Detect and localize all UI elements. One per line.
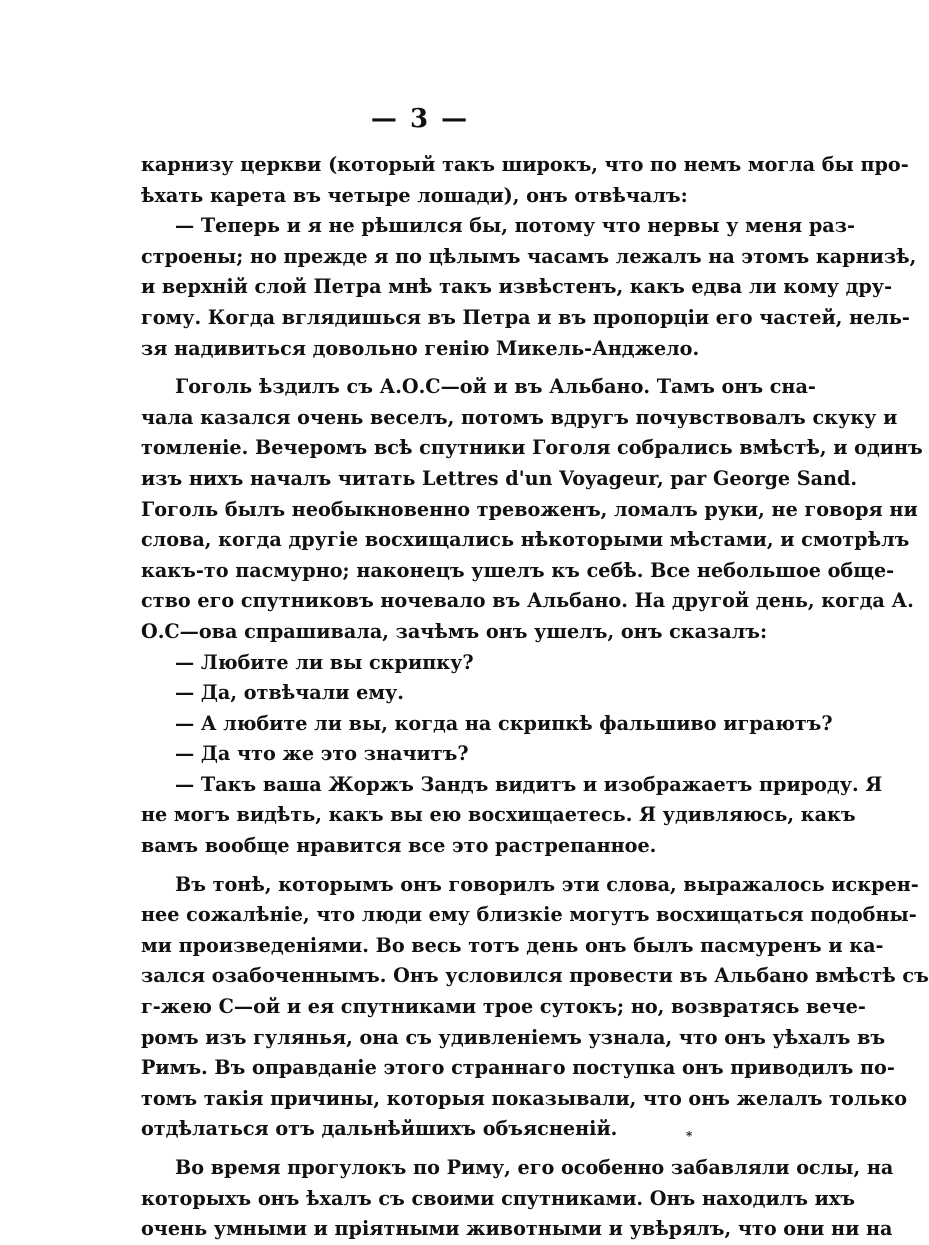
text-line: строены; но прежде я по цѣлымъ часамъ лежалъ на этомъ карнизѣ, (141, 244, 917, 268)
text-line: ѣхать карета въ четыре лошади), онъ отвѣчалъ: (141, 183, 688, 207)
text-line: ми произведеніями. Во весь тотъ день онъ былъ пасмуренъ и ка- (141, 933, 884, 957)
text-line: вамъ вообще нравится все это растрепанное. (141, 834, 657, 858)
text-line: томъ такія причины, которыя показывали, что онъ желалъ только (141, 1086, 908, 1110)
text-line: очень умными и пріятными животными и увѣрялъ, что они ни на (141, 1217, 893, 1241)
text-line: ромъ изъ гулянья, она съ удивленіемъ узнала, что онъ уѣхалъ въ (141, 1025, 886, 1049)
text-line: томленіе. Вечеромъ всѣ спутники Гоголя собрались вмѣстѣ, и одинъ (141, 436, 923, 460)
text-line: гому. Когда вглядишься въ Петра и въ пропорціи его частей, нель- (141, 305, 910, 329)
text-line: и верхній слой Петра мнѣ такъ извѣстенъ, какъ едва ли кому дру- (141, 275, 893, 299)
text-line: — Да, отвѣчали ему. (175, 681, 404, 705)
text-line: которыхъ онъ ѣхалъ съ своими спутниками. Онъ находилъ ихъ (141, 1186, 855, 1210)
text-line: Гоголь ѣздилъ съ А.О.С—ой и въ Альбано. Тамъ онъ сна- (175, 375, 816, 399)
text-line: О.С—ова спрашивала, зачѣмъ онъ ушелъ, онъ сказалъ: (141, 619, 768, 643)
text-line: ство его спутниковъ ночевало въ Альбано. На другой день, когда А. (141, 589, 914, 613)
text-line: Гоголь былъ необыкновенно тревоженъ, ломалъ руки, не говоря ни (141, 497, 918, 521)
text-line: отдѣлаться отъ дальнѣйшихъ объясненій. (141, 1117, 618, 1141)
text-line: г-жею С—ой и ея спутниками трое сутокъ; но, возвратясь вече- (141, 995, 866, 1019)
text-line: — Такъ ваша Жоржъ Зандъ видитъ и изображаетъ природу. Я (175, 772, 883, 796)
text-line: зя надивиться довольно генію Микель-Анджело. (141, 336, 700, 360)
text-line: карнизу церкви (который такъ широкъ, что по немъ могла бы про- (141, 153, 909, 176)
text-line: нее сожалѣніе, что люди ему близкіе могутъ восхищаться подобны- (141, 903, 917, 927)
text-line: — Да что же это значитъ? (175, 742, 469, 766)
page-number: — 3 — (370, 104, 470, 134)
text-line: не могъ видѣть, какъ вы ею восхищаетесь. Я удивляюсь, какъ (141, 803, 856, 827)
text-line: Въ тонѣ, которымъ онъ говорилъ эти слова, выражалось искрен- (175, 872, 919, 896)
text-line: какъ-то пасмурно; наконецъ ушелъ къ себѣ. Все небольшое обще- (141, 558, 895, 582)
text-line: — Любите ли вы скрипку? (175, 650, 474, 674)
signature-mark: * (686, 1129, 693, 1143)
text-line: Римъ. Въ оправданіе этого страннаго поступка онъ приводилъ по- (141, 1056, 895, 1080)
text-line: — Теперь и я не рѣшился бы, потому что нервы у меня раз- (175, 214, 855, 238)
text-line: Во время прогулокъ по Риму, его особенно забавляли ослы, на (175, 1156, 894, 1179)
body-text (141, 150, 929, 1245)
text-line: слова, когда другіе восхищались нѣкоторыми мѣстами, и смотрѣлъ (141, 528, 910, 552)
text-line: изъ нихъ началъ читать Lettres d'un Voyageur, par George Sand. (141, 466, 858, 490)
text-line: — А любите ли вы, когда на скрипкѣ фальшиво играютъ? (175, 711, 833, 735)
text-line: чала казался очень веселъ, потомъ вдругъ почувствовалъ скуку и (141, 405, 898, 429)
text-line: зался озабоченнымъ. Онъ условился провести въ Альбано вмѣстѣ съ (141, 964, 929, 988)
